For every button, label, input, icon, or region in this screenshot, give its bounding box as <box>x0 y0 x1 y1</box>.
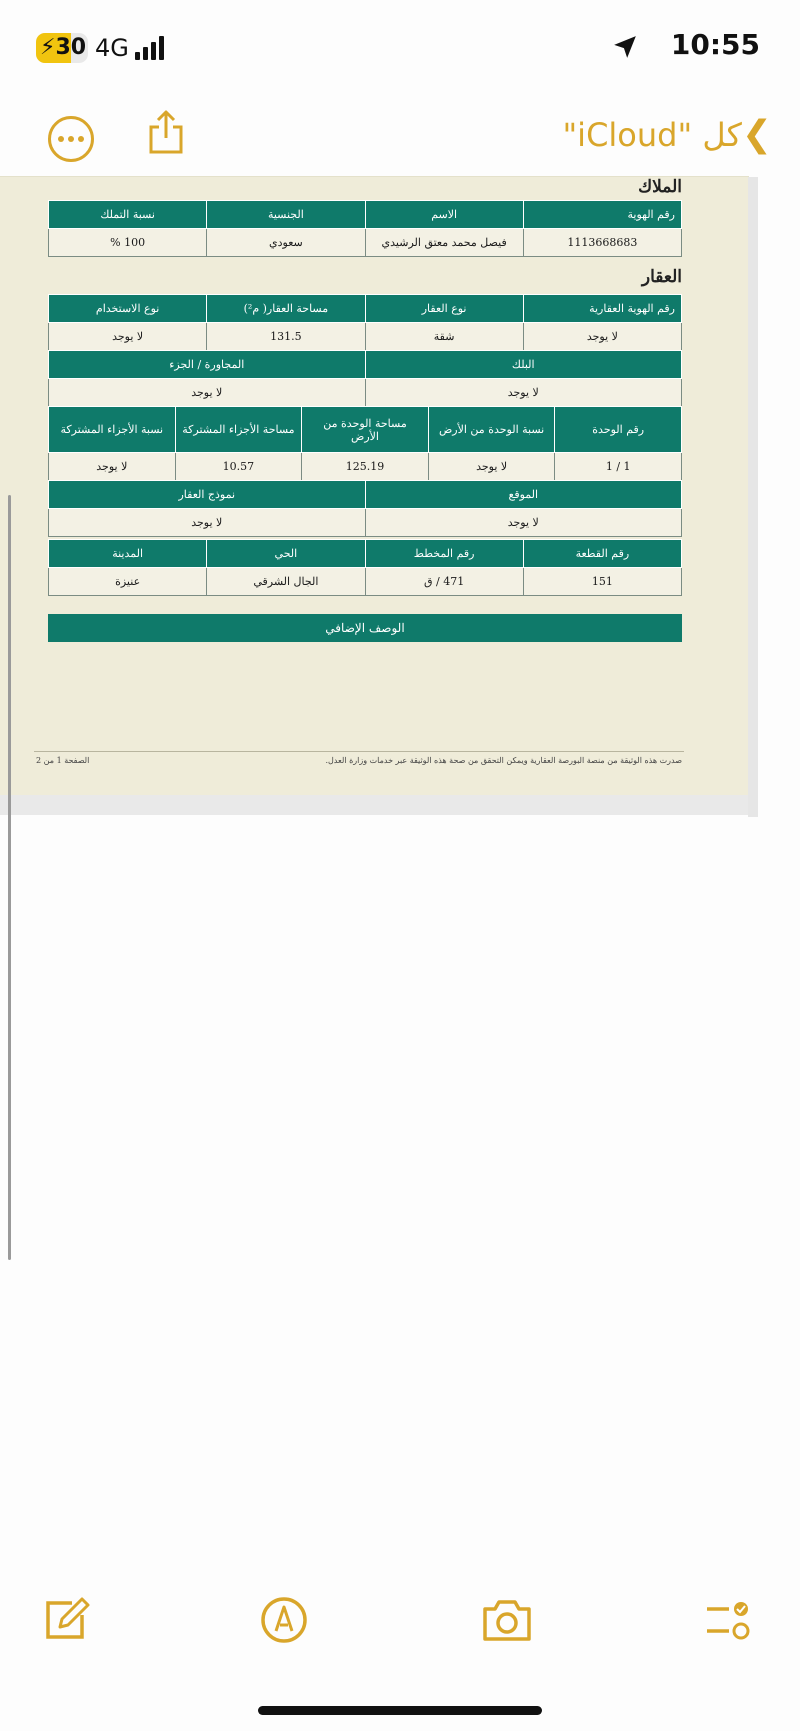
property-value: 131.5 <box>207 323 365 351</box>
property-header: نسبة الوحدة من الأرض <box>428 407 555 453</box>
footer-note: صدرت هذه الوثيقة من منصة البورصة العقارية ويمكن التحقق من صحة هذه الوثيقة عبر خدمات وزارة العدل. <box>325 756 682 765</box>
owner-share: 100 % <box>49 229 207 257</box>
owners-header: الاسم <box>365 201 523 229</box>
property-header: رقم المخطط <box>365 540 523 568</box>
owners-header: رقم الهوية <box>523 201 681 229</box>
property-value: 10.57 <box>175 453 302 481</box>
property-header: البلك <box>365 351 682 379</box>
property-value: لا يوجد <box>365 509 682 537</box>
property-table-4 <box>48 480 682 537</box>
compose-icon[interactable] <box>42 1595 92 1645</box>
location-arrow-icon <box>612 34 638 60</box>
owner-nationality: سعودي <box>207 229 365 257</box>
owners-header: الجنسية <box>207 201 365 229</box>
property-heading: العقار <box>641 267 682 287</box>
owner-name: فيصل محمد معتق الرشيدي <box>365 229 523 257</box>
extra-description-band: الوصف الإضافي <box>48 614 682 642</box>
footer-divider <box>34 751 684 752</box>
property-value: لا يوجد <box>49 323 207 351</box>
property-table-5 <box>48 539 682 596</box>
property-header: رقم القطعة <box>523 540 681 568</box>
property-value: لا يوجد <box>523 323 681 351</box>
property-value: شقة <box>365 323 523 351</box>
owners-table <box>48 200 682 257</box>
property-value: لا يوجد <box>49 453 176 481</box>
more-options-icon[interactable] <box>48 116 94 162</box>
page-bottom-edge <box>0 795 748 815</box>
markup-icon[interactable] <box>259 1595 309 1645</box>
property-value: 471 / ق <box>365 568 523 596</box>
scrollbar[interactable] <box>8 495 11 1260</box>
document-page <box>0 177 748 795</box>
property-value: لا يوجد <box>365 379 682 407</box>
back-button[interactable] <box>562 114 778 155</box>
property-value: 125.19 <box>302 453 429 481</box>
page-edge <box>748 177 758 817</box>
property-header: نموذج العقار <box>49 481 366 509</box>
property-header: مساحة العقار( م²) <box>207 295 365 323</box>
property-header: الموقع <box>365 481 682 509</box>
property-header: رقم الوحدة <box>555 407 682 453</box>
property-header: المجاورة / الجزء <box>49 351 366 379</box>
property-header: نسبة الأجزاء المشتركة <box>49 407 176 453</box>
property-value: عنيزة <box>49 568 207 596</box>
property-value: الجال الشرقي <box>207 568 365 596</box>
chevron-back-icon: ❯ <box>741 114 772 155</box>
property-table-1 <box>48 294 682 351</box>
property-value: 151 <box>523 568 681 596</box>
battery-indicator: ⚡30 <box>36 33 88 63</box>
back-label: كل "iCloud" <box>562 116 742 154</box>
home-indicator[interactable] <box>258 1706 542 1715</box>
owners-heading: الملاك <box>638 177 682 197</box>
property-table-3 <box>48 406 682 481</box>
property-value: لا يوجد <box>49 509 366 537</box>
property-header: المدينة <box>49 540 207 568</box>
checklist-icon[interactable] <box>703 1595 753 1645</box>
signal-icon <box>135 36 169 60</box>
property-table-2 <box>48 350 682 407</box>
share-icon[interactable] <box>146 108 186 156</box>
property-header: نوع الاستخدام <box>49 295 207 323</box>
clock: 10:55 <box>670 28 760 61</box>
owners-header: نسبة التملك <box>49 201 207 229</box>
owner-id: 1113668683 <box>523 229 681 257</box>
nav-bar <box>0 100 800 178</box>
property-value: لا يوجد <box>49 379 366 407</box>
property-header: مساحة الوحدة من الأرض <box>302 407 429 453</box>
property-header: مساحة الأجزاء المشتركة <box>175 407 302 453</box>
page-number: الصفحة 1 من 2 <box>36 756 90 765</box>
network-label: 4G <box>95 34 129 62</box>
property-header: رقم الهوية العقارية <box>523 295 681 323</box>
property-header: الحي <box>207 540 365 568</box>
property-value: لا يوجد <box>428 453 555 481</box>
property-value: 1 / 1 <box>555 453 682 481</box>
camera-icon[interactable] <box>481 1595 533 1645</box>
battery-level: 30 <box>55 35 87 60</box>
status-bar <box>0 0 800 100</box>
property-header: نوع العقار <box>365 295 523 323</box>
